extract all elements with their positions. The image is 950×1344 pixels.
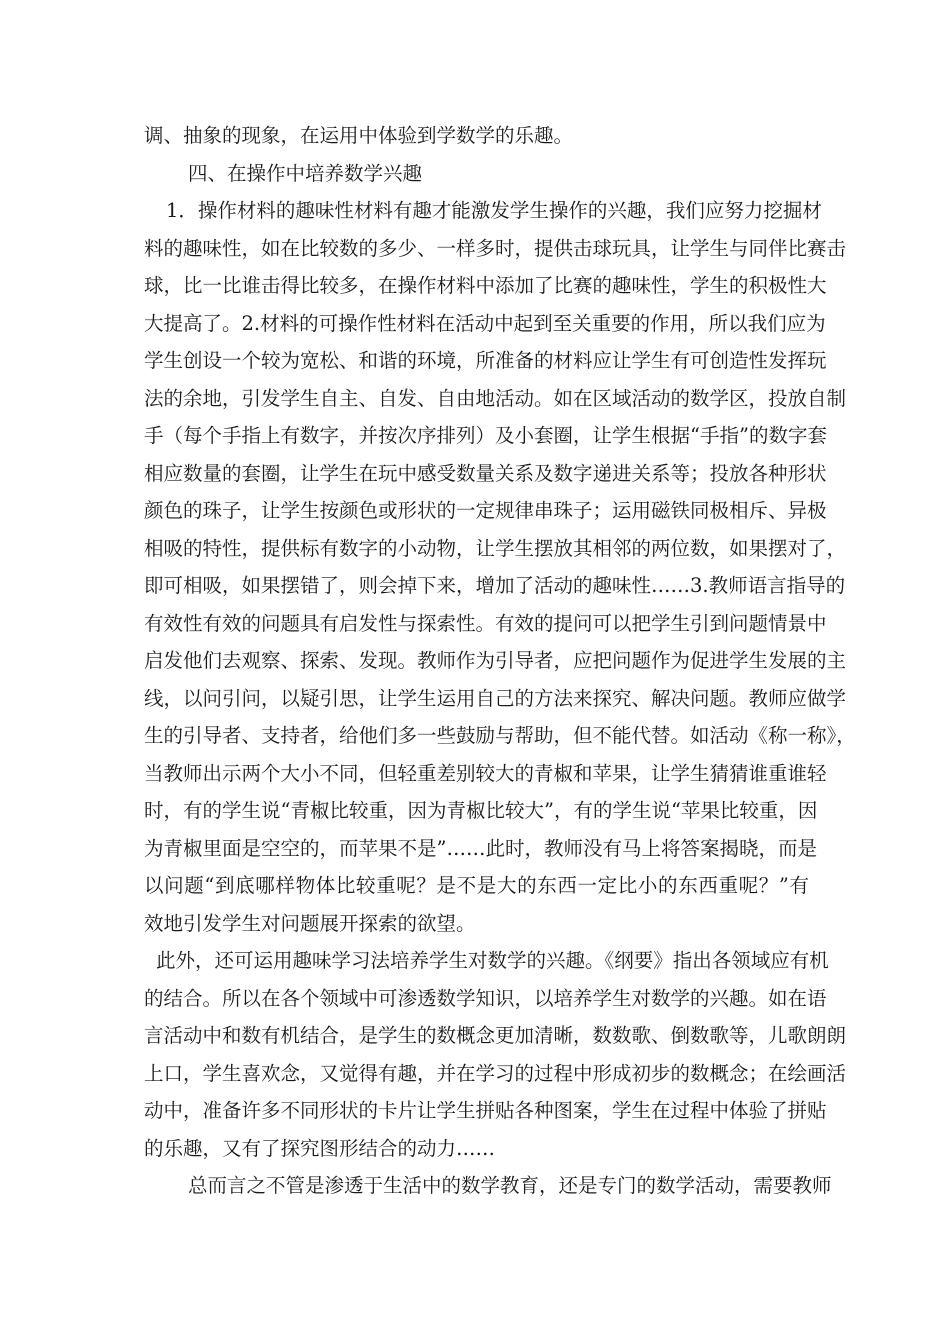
paragraph-line: 颜色的珠子，让学生按颜色或形状的一定规律串珠子；运用磁铁同极相斥、异极 xyxy=(144,499,827,522)
paragraph-line: 1．操作材料的趣味性材料有趣才能激发学生操作的兴趣，我们应努力挖掘材 xyxy=(166,199,822,222)
paragraph-line: 的乐趣，又有了探究图形结合的动力…… xyxy=(144,1136,496,1160)
paragraph-line: 效地引发学生对问题展开探索的欲望。 xyxy=(144,911,476,935)
paragraph-line: 料的趣味性，如在比较数的多少、一样多时，提供击球玩具，让学生与同伴比赛击 xyxy=(144,236,847,260)
paragraph-line: 大提高了。2.材料的可操作性材料在活动中起到至关重要的作用，所以我们应为 xyxy=(144,311,826,335)
paragraph-line: 启发他们去观察、探索、发现。教师作为引导者，应把问题作为促进学生发展的主 xyxy=(144,649,847,672)
paragraph-line: 言活动中和数有机结合，是学生的数概念更加清晰，数数歌、倒数歌等，儿歌朗朗 xyxy=(144,1024,847,1047)
paragraph-line: 即可相吸，如果摆错了，则会掉下来，增加了活动的趣味性……3.教师语言指导的 xyxy=(144,574,846,597)
paragraph-line: 的结合。所以在各个领域中可渗透数学知识，以培养学生对数学的兴趣。如在语 xyxy=(144,986,827,1010)
paragraph-line: 当教师出示两个大小不同，但轻重差别较大的青椒和苹果，让学生猜猜谁重谁轻 xyxy=(144,761,827,785)
paragraph-line: 手（每个手指上有数字，并按次序排列）及小套圈，让学生根据“手指”的数字套 xyxy=(144,424,827,447)
paragraph-line: 时，有的学生说“青椒比较重，因为青椒比较大”，有的学生说“苹果比较重，因 xyxy=(144,799,818,822)
paragraph-line: 生的引导者、支持者，给他们多一些鼓励与帮助，但不能代替。如活动《称一称》， xyxy=(144,724,856,747)
paragraph-line: 线，以问引问，以疑引思，让学生运用自己的方法来探究、解决问题。教师应做学 xyxy=(144,686,847,710)
paragraph-line: 相吸的特性，提供标有数字的小动物，让学生摆放其相邻的两位数，如果摆对了， xyxy=(144,536,847,560)
paragraph-line: 相应数量的套圈，让学生在玩中感受数量关系及数字递进关系等；投放各种形状 xyxy=(144,461,827,485)
section-heading: 四、在操作中培养数学兴趣 xyxy=(188,161,423,185)
paragraph-line: 总而言之不管是渗透于生活中的数学教育，还是专门的数学活动，需要教师 xyxy=(188,1174,832,1197)
paragraph-line: 学生创设一个较为宽松、和谐的环境，所准备的材料应让学生有可创造性发挥玩 xyxy=(144,349,827,372)
paragraph-line: 为青椒里面是空空的，而苹果不是”……此时，教师没有马上将答案揭晓，而是 xyxy=(144,836,817,860)
paragraph-line: 球，比一比谁击得比较多，在操作材料中添加了比赛的趣味性，学生的积极性大 xyxy=(144,274,827,297)
paragraph-line: 以问题“到底哪样物体比较重呢？是不是大的东西一定比小的东西重呢？”有 xyxy=(144,874,809,897)
paragraph-line: 法的余地，引发学生自主、自发、自由地活动。如在区域活动的数学区，投放自制 xyxy=(144,386,847,410)
paragraph-line: 此外，还可运用趣味学习法培养学生对数学的兴趣。《纲要》指出各领域应有机 xyxy=(156,949,829,972)
paragraph-line: 动中，准备许多不同形状的卡片让学生拼贴各种图案，学生在过程中体验了拼贴 xyxy=(144,1099,827,1122)
paragraph-line: 有效性有效的问题具有启发性与探索性。有效的提问可以把学生引到问题情景中 xyxy=(144,611,827,635)
document-body xyxy=(144,117,856,1205)
paragraph-line: 调、抽象的现象，在运用中体验到学数学的乐趣。 xyxy=(144,124,574,147)
paragraph-line: 上口，学生喜欢念，又觉得有趣，并在学习的过程中形成初步的数概念；在绘画活 xyxy=(144,1061,847,1085)
